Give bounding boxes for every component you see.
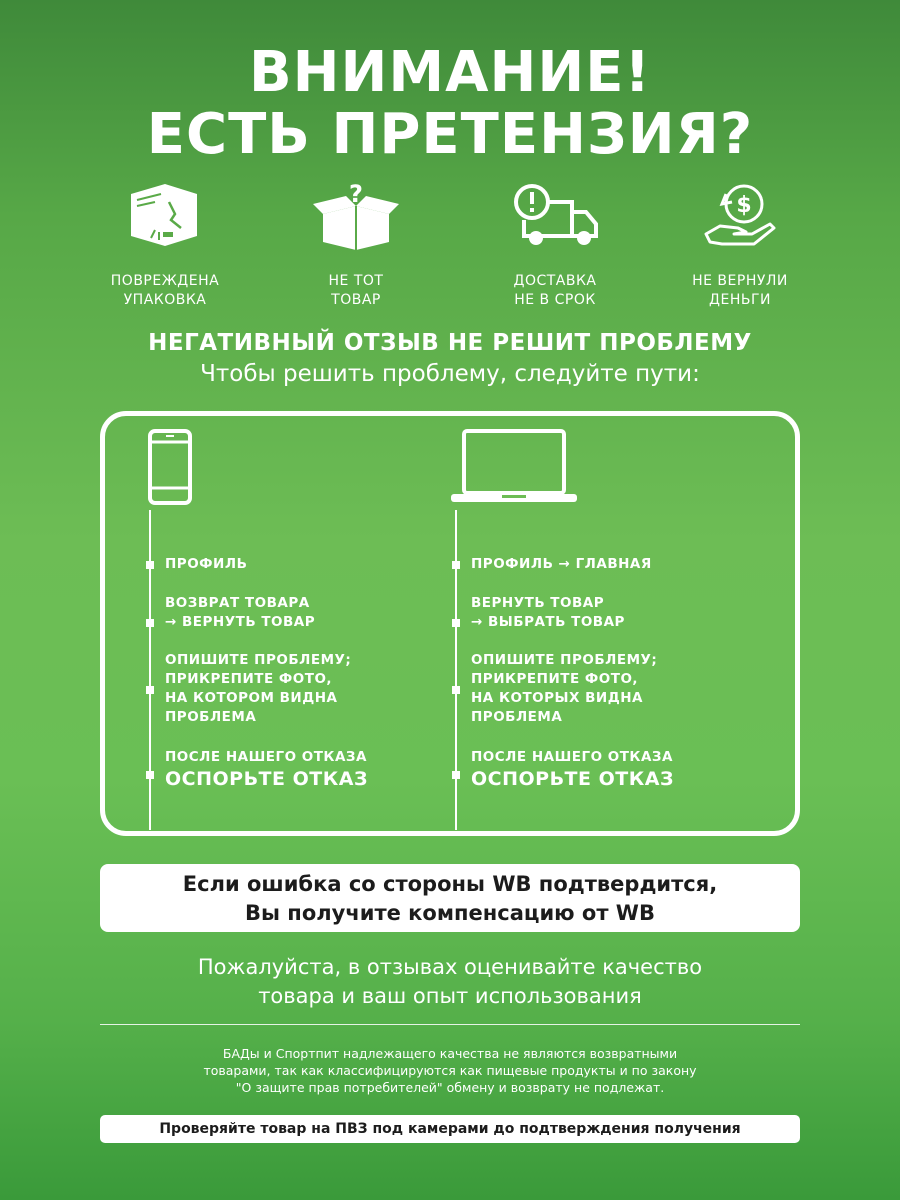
step-line: ПОСЛЕ НАШЕГО ОТКАЗА <box>471 749 673 765</box>
review-request <box>0 953 900 1011</box>
issue-label-line-1: ПОВРЕЖДЕНА <box>110 273 220 289</box>
issue-damaged-packaging <box>65 180 265 310</box>
check-reminder-banner <box>100 1115 800 1143</box>
follow-steps-note: Чтобы решить проблему, следуйте пути: <box>200 361 700 387</box>
issue-label-line-1: НЕ ТОТ <box>328 273 384 289</box>
svg-text:$: $ <box>736 193 752 218</box>
step-bullet <box>146 771 154 779</box>
issue-wrong-item <box>256 180 456 310</box>
issue-icons-row <box>0 180 900 320</box>
desktop-path-line <box>455 510 457 830</box>
step-line-emphasis: ОСПОРЬТЕ ОТКАЗ <box>471 768 674 790</box>
issue-label-line-1: НЕ ВЕРНУЛИ <box>692 273 788 289</box>
step-line: ПРОФИЛЬ → ГЛАВНАЯ <box>471 556 652 572</box>
step-line: НА КОТОРЫХ ВИДНА <box>471 690 643 706</box>
mobile-step-1 <box>165 555 247 574</box>
legal-note-line-1: БАДы и Спортпит надлежащего качества не являются возвратными <box>222 1046 678 1061</box>
compensation-line-2: Вы получите компенсацию от WB <box>245 901 655 925</box>
mobile-path-line <box>149 510 151 830</box>
legal-note-line-2: товарами, так как классифицируются как пищевые продукты и по закону <box>203 1063 697 1078</box>
step-bullet <box>452 619 460 627</box>
return-paths-panel <box>100 411 800 836</box>
step-bullet <box>146 686 154 694</box>
smartphone-icon <box>147 428 193 506</box>
step-line: ПРОФИЛЬ <box>165 556 248 572</box>
step-bullet <box>452 561 460 569</box>
svg-text:?: ? <box>349 180 363 208</box>
step-line: ПРОБЛЕМА <box>165 709 257 725</box>
step-line: ОПИШИТЕ ПРОБЛЕМУ; <box>165 652 352 668</box>
mobile-step-3 <box>165 651 351 727</box>
divider <box>100 1024 800 1025</box>
money-return-icon <box>700 180 780 250</box>
headline-line-1: ВНИМАНИЕ! <box>248 40 651 105</box>
step-bullet <box>146 561 154 569</box>
step-bullet <box>452 771 460 779</box>
compensation-line-1: Если ошибка со стороны WB подтвердится, <box>182 872 718 896</box>
step-line: НА КОТОРОМ ВИДНА <box>165 690 338 706</box>
issue-label-line-2: ТОВАР <box>331 292 381 308</box>
desktop-step-4 <box>471 748 674 791</box>
legal-note <box>0 1045 900 1096</box>
mobile-step-4 <box>165 748 368 791</box>
step-bullet <box>452 686 460 694</box>
headline-line-2: ЕСТЬ ПРЕТЕНЗИЯ? <box>146 102 754 167</box>
issue-money-not-returned <box>640 180 840 310</box>
desktop-step-1 <box>471 555 652 574</box>
desktop-step-3 <box>471 651 657 727</box>
step-line: ПРИКРЕПИТЕ ФОТО, <box>165 671 333 687</box>
issue-label-line-2: НЕ В СРОК <box>514 292 596 308</box>
desktop-step-2 <box>471 594 625 632</box>
question-box-icon <box>311 180 401 250</box>
step-line: ВЕРНУТЬ ТОВАР <box>471 595 605 611</box>
step-line: ОПИШИТЕ ПРОБЛЕМУ; <box>471 652 658 668</box>
step-line: ВОЗВРАТ ТОВАРА <box>165 595 310 611</box>
step-line: → ВЫБРАТЬ ТОВАР <box>471 614 625 630</box>
delivery-truck-icon <box>510 180 600 250</box>
step-bullet <box>146 619 154 627</box>
laptop-icon <box>450 428 578 506</box>
step-line: ПРИКРЕПИТЕ ФОТО, <box>471 671 639 687</box>
step-line: → ВЕРНУТЬ ТОВАР <box>165 614 316 630</box>
issue-label-line-2: УПАКОВКА <box>123 292 207 308</box>
issue-late-delivery <box>455 180 655 310</box>
negative-review-note: НЕГАТИВНЫЙ ОТЗЫВ НЕ РЕШИТ ПРОБЛЕМУ <box>148 330 752 356</box>
headline <box>0 42 900 166</box>
mobile-step-2 <box>165 594 315 632</box>
review-request-line-2: товара и ваш опыт использования <box>258 984 642 1008</box>
damaged-box-icon <box>125 180 205 250</box>
compensation-banner <box>100 864 800 932</box>
step-line: ПОСЛЕ НАШЕГО ОТКАЗА <box>165 749 367 765</box>
issue-label-line-2: ДЕНЬГИ <box>709 292 771 308</box>
issue-label-line-1: ДОСТАВКА <box>513 273 597 289</box>
legal-note-line-3: "О защите прав потребителей" обмену и возврату не подлежат. <box>235 1080 665 1095</box>
review-request-line-1: Пожалуйста, в отзывах оценивайте качество <box>197 955 703 979</box>
step-line-emphasis: ОСПОРЬТЕ ОТКАЗ <box>165 768 368 790</box>
step-line: ПРОБЛЕМА <box>471 709 563 725</box>
check-reminder-text: Проверяйте товар на ПВЗ под камерами до подтверждения получения <box>159 1121 741 1137</box>
